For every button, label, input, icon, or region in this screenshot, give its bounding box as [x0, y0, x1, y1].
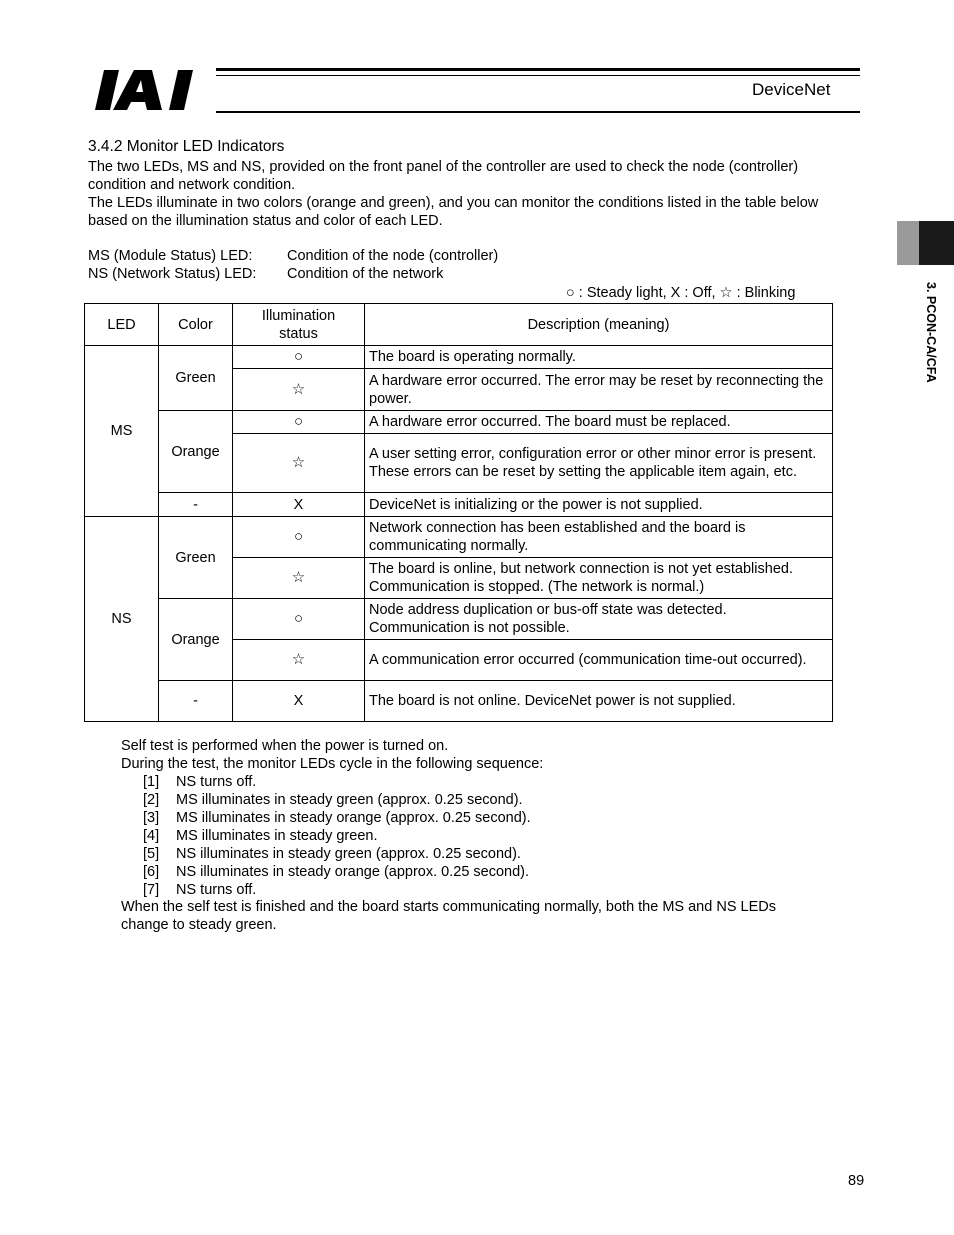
- list-item: [143, 863, 531, 881]
- header-rule-thin: [216, 75, 860, 76]
- step-text: NS illuminates in steady orange (approx. 0.25 second).: [176, 864, 530, 880]
- self-test-line: During the test, the monitor LEDs cycle in the following sequence:: [121, 756, 544, 772]
- step-text: NS illuminates in steady green (approx. 0.25 second).: [176, 846, 521, 862]
- step-number: [4]: [143, 828, 160, 844]
- header-led: LED: [85, 304, 159, 346]
- step-number: [1]: [143, 774, 160, 790]
- status-cell: ○: [233, 411, 365, 434]
- list-item: [143, 791, 531, 809]
- chapter-tab-light: [897, 221, 919, 265]
- status-cell: ☆: [233, 558, 365, 599]
- intro-paragraph: [88, 158, 878, 230]
- color-cell-green: Green: [159, 517, 233, 599]
- intro-line: The two LEDs, MS and NS, provided on the front panel of the controller are used to check the node (controller): [88, 159, 799, 175]
- description-cell: The board is not online. DeviceNet power is not supplied.: [365, 681, 833, 722]
- color-cell-none: -: [159, 493, 233, 517]
- header-rule-bottom: [216, 111, 860, 113]
- status-cell: ☆: [233, 369, 365, 411]
- table-row: [85, 411, 833, 434]
- step-number: [6]: [143, 864, 160, 880]
- list-item: [143, 809, 531, 827]
- led-definition-ns: [88, 265, 498, 283]
- description-cell: A user setting error, configuration error or other minor error is present. These errors can be reset by setting the applicable item again, etc.: [365, 434, 833, 493]
- step-number: [7]: [143, 882, 160, 898]
- status-cell: ○: [233, 599, 365, 640]
- table-row: [85, 681, 833, 722]
- header-rule-top: [216, 68, 860, 71]
- status-cell: ☆: [233, 434, 365, 493]
- symbol-legend: ○ : Steady light, X : Off, ☆ : Blinking: [566, 285, 796, 301]
- status-cell: X: [233, 681, 365, 722]
- table-row: [85, 346, 833, 369]
- product-title: DeviceNet: [752, 80, 831, 99]
- header-illumination-status-text: Illumination status: [261, 307, 336, 342]
- intro-line: based on the illumination status and color of each LED.: [88, 213, 443, 229]
- list-item: [143, 845, 531, 863]
- step-text: MS illuminates in steady green.: [176, 828, 378, 844]
- step-number: [5]: [143, 846, 160, 862]
- table-row: [85, 517, 833, 558]
- led-definition-ms: [88, 247, 498, 265]
- color-cell-orange: Orange: [159, 599, 233, 681]
- status-cell: ☆: [233, 640, 365, 681]
- intro-line: condition and network condition.: [88, 177, 296, 193]
- status-cell: ○: [233, 346, 365, 369]
- closing-line: change to steady green.: [121, 917, 277, 933]
- led-definitions: [88, 247, 498, 283]
- step-text: NS turns off.: [176, 882, 257, 898]
- step-text: NS turns off.: [176, 774, 257, 790]
- color-cell-none: -: [159, 681, 233, 722]
- step-number: [2]: [143, 792, 160, 808]
- description-cell: DeviceNet is initializing or the power is not supplied.: [365, 493, 833, 517]
- list-item: [143, 827, 531, 845]
- step-text: MS illuminates in steady green (approx. 0.25 second).: [176, 792, 523, 808]
- led-status-table: [84, 303, 833, 722]
- description-cell: Node address duplication or bus-off state was detected. Communication is not possible.: [365, 599, 833, 640]
- color-cell-green: Green: [159, 346, 233, 411]
- list-item: [143, 881, 531, 899]
- description-cell: A hardware error occurred. The board must be replaced.: [365, 411, 833, 434]
- iai-logo: [92, 66, 214, 114]
- self-test-line: Self test is performed when the power is turned on.: [121, 738, 449, 754]
- chapter-tab-label: 3. PCON-CA/CFA: [924, 282, 938, 383]
- page-number: 89: [848, 1173, 865, 1189]
- intro-line: The LEDs illuminate in two colors (orange and green), and you can monitor the conditions listed in the table below: [88, 195, 819, 211]
- section-heading: 3.4.2 Monitor LED Indicators: [88, 138, 285, 155]
- led-cell-ms: MS: [85, 346, 159, 517]
- header-illumination-status: [233, 304, 365, 346]
- header-color: Color: [159, 304, 233, 346]
- description-cell: A communication error occurred (communication time-out occurred).: [365, 640, 833, 681]
- closing-line: When the self test is finished and the board starts communicating normally, both the MS and NS LEDs: [121, 899, 776, 915]
- step-text: MS illuminates in steady orange (approx. 0.25 second).: [176, 810, 531, 826]
- self-test-sequence: [143, 773, 531, 899]
- table-header-row: [85, 304, 833, 346]
- self-test-closing: [121, 898, 776, 934]
- description-cell: The board is online, but network connection is not yet established. Communication is stopped. (The network is normal.): [365, 558, 833, 599]
- header-description: Description (meaning): [365, 304, 833, 346]
- list-item: [143, 773, 531, 791]
- description-cell: Network connection has been established and the board is communicating normally.: [365, 517, 833, 558]
- led-definition-value: Condition of the network: [287, 266, 444, 282]
- description-cell: A hardware error occurred. The error may be reset by reconnecting the power.: [365, 369, 833, 411]
- self-test-intro: [121, 737, 543, 773]
- description-cell: The board is operating normally.: [365, 346, 833, 369]
- step-number: [3]: [143, 810, 160, 826]
- led-cell-ns: NS: [85, 517, 159, 722]
- table-row: [85, 599, 833, 640]
- color-cell-orange: Orange: [159, 411, 233, 493]
- status-cell: ○: [233, 517, 365, 558]
- led-definition-value: Condition of the node (controller): [287, 248, 499, 264]
- led-definition-label: MS (Module Status) LED:: [88, 248, 253, 264]
- table-row: [85, 493, 833, 517]
- status-cell: X: [233, 493, 365, 517]
- chapter-tab-dark: [919, 221, 954, 265]
- led-definition-label: NS (Network Status) LED:: [88, 266, 257, 282]
